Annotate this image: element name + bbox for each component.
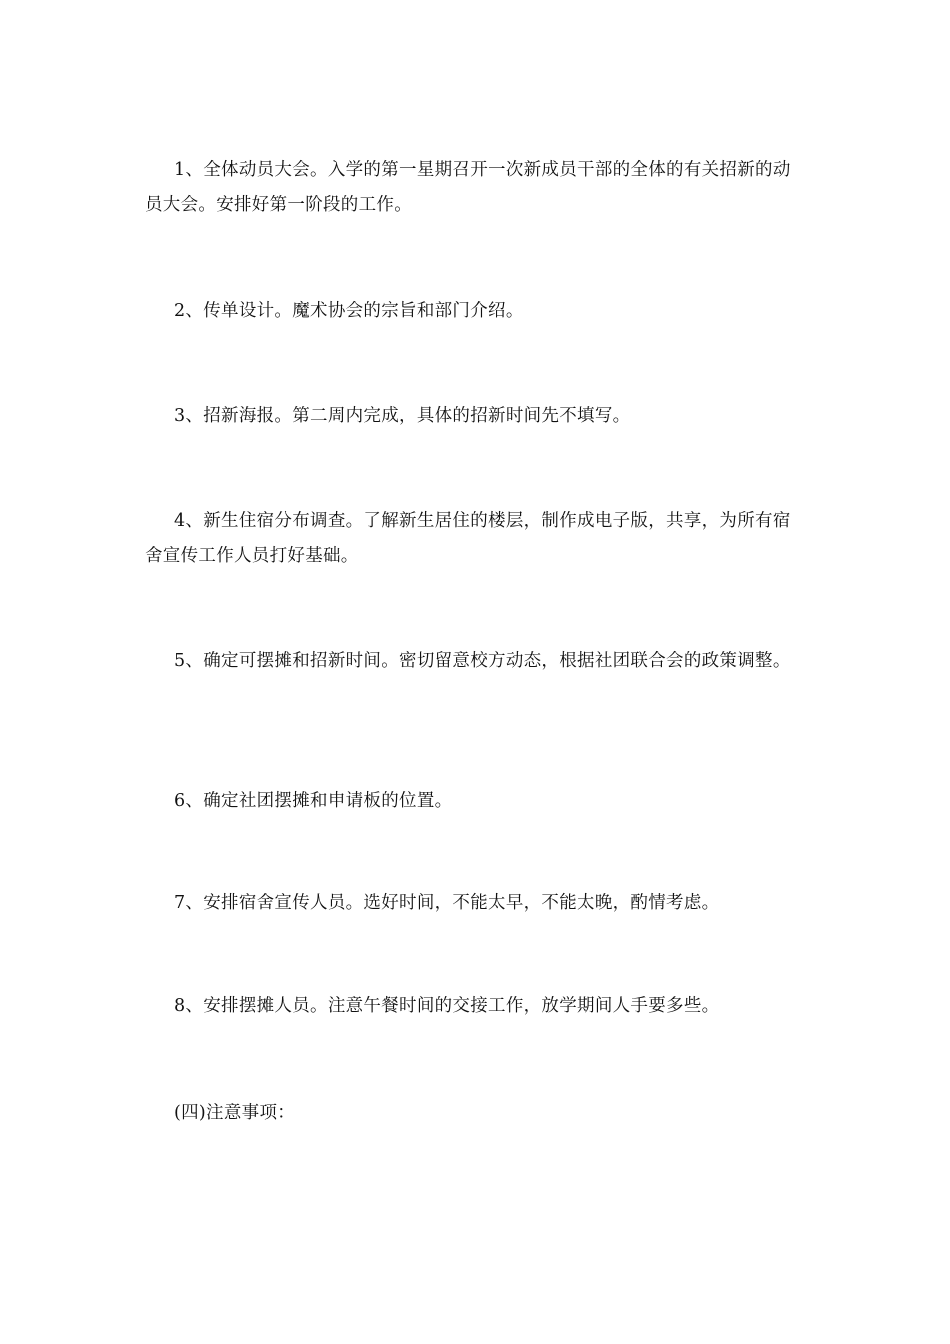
paragraph-item-4: 4、新生住宿分布调查。了解新生居住的楼层，制作成电子版，共享，为所有宿舍宣传工作人员打好基础。 xyxy=(145,511,791,566)
paragraph-item-6: 6、确定社团摆摊和申请板的位置。 xyxy=(174,791,453,811)
paragraph-item-7: 7、安排宿舍宣传人员。选好时间，不能太早，不能太晚，酌情考虑。 xyxy=(174,893,720,913)
paragraph-item-8: 8、安排摆摊人员。注意午餐时间的交接工作，放学期间人手要多些。 xyxy=(174,996,720,1016)
paragraph-item-5: 5、确定可摆摊和招新时间。密切留意校方动态，根据社团联合会的政策调整。 xyxy=(174,651,791,671)
paragraph-item-3: 3、招新海报。第二周内完成，具体的招新时间先不填写。 xyxy=(174,406,631,426)
paragraph-item-2: 2、传单设计。魔术协会的宗旨和部门介绍。 xyxy=(174,301,524,321)
section-heading-notes: (四)注意事项： xyxy=(174,1103,296,1123)
paragraph-item-1: 1、全体动员大会。入学的第一星期召开一次新成员干部的全体的有关招新的动员大会。安排好第一阶段的工作。 xyxy=(145,160,791,215)
